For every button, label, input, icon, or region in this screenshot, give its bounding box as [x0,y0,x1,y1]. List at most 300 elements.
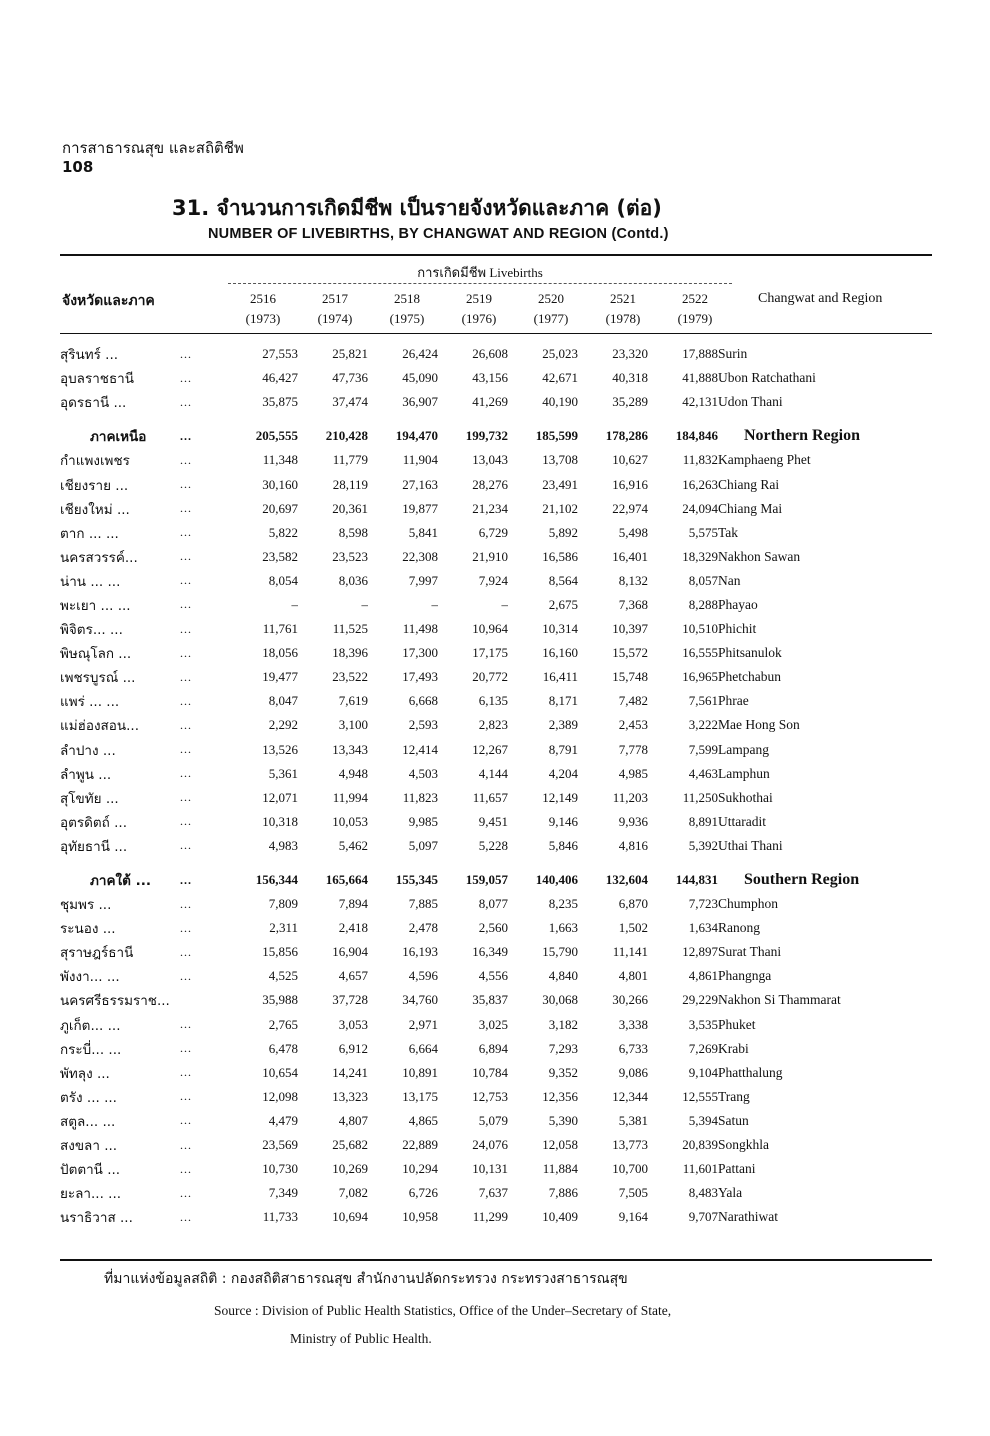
livebirths-value-2519: 12,753 [472,1088,508,1104]
livebirths-value-2520: 7,293 [548,1040,578,1056]
region-total-row [60,424,932,448]
livebirths-value-2522: 11,250 [682,789,718,805]
group-header-divider [228,283,732,284]
livebirths-value-2520: 16,586 [542,548,578,564]
year-buddhist-era: 2517 [322,291,348,306]
livebirths-value-2519: 10,784 [472,1064,508,1080]
livebirths-value-2517: 210,428 [325,428,368,444]
livebirths-value-2522: 16,555 [682,645,718,661]
livebirths-value-2517: 3,053 [338,1016,368,1032]
leader-dots: ... [180,597,192,612]
changwat-thai-name: แพร่ ... ... [60,694,120,711]
table-row [60,497,932,521]
livebirths-value-2522: 29,229 [682,992,718,1008]
livebirths-value-2516: 10,730 [262,1161,298,1177]
livebirths-value-2516: 7,809 [268,896,298,912]
livebirths-value-2517: 165,664 [325,872,368,888]
livebirths-value-2518: 17,300 [402,645,438,661]
changwat-thai-name: แม่ฮ่องสอน... [60,718,139,735]
livebirths-value-2518: 12,414 [402,741,438,757]
livebirths-value-2520: 10,409 [542,1209,578,1225]
livebirths-value-2518: 26,424 [402,346,438,362]
livebirths-value-2518: 11,904 [402,452,438,468]
changwat-english-name: Chiang Mai [718,500,783,516]
livebirths-value-2516: 4,983 [268,837,298,853]
table-row [60,988,932,1012]
livebirths-value-2517: 10,053 [332,813,368,829]
changwat-thai-name: ลำปาง ... [60,742,116,759]
year-buddhist-era: 2516 [250,291,276,306]
livebirths-value-2521: 22,974 [612,500,648,516]
livebirths-value-2519: 7,637 [478,1185,508,1201]
changwat-english-name: Mae Hong Son [718,717,800,733]
leader-dots: ... [180,1209,192,1224]
livebirths-value-2517: 13,343 [332,741,368,757]
livebirths-value-2521: 9,086 [618,1064,648,1080]
leader-dots: ... [180,394,192,409]
changwat-english-name: Uttaradit [718,813,766,829]
livebirths-value-2517: 25,821 [332,346,368,362]
livebirths-value-2522: 3,535 [688,1016,718,1032]
livebirths-value-2518: 10,294 [402,1161,438,1177]
table-row [60,448,932,472]
year-buddhist-era: 2522 [682,291,708,306]
leader-dots: ... [180,1089,192,1104]
livebirths-value-2519: 4,144 [478,765,508,781]
leader-dots: ... [180,501,192,516]
changwat-thai-name: พัทลุง ... [60,1065,110,1082]
table-row [60,1037,932,1061]
livebirths-value-2522: 24,094 [682,500,718,516]
changwat-thai-name: ตาก ... ... [60,525,119,542]
region-total-row [60,868,932,892]
table-row [60,713,932,737]
livebirths-value-2517: 8,036 [338,572,368,588]
changwat-thai-name: เชียงราย ... [60,477,129,494]
changwat-thai-name: อุดรธานี ... [60,395,127,412]
livebirths-value-2519: 10,131 [472,1161,508,1177]
livebirths-value-2521: 35,289 [612,394,648,410]
livebirths-value-2521: 4,985 [618,765,648,781]
livebirths-value-2521: 16,401 [612,548,648,564]
changwat-thai-name: ยะลา... ... [60,1186,122,1203]
source-note-english-line1: Source : Division of Public Health Statistics, Office of the Under–Secretary of State, [214,1303,672,1318]
livebirths-value-2520: 5,892 [548,524,578,540]
changwat-english-name: Satun [718,1112,749,1128]
livebirths-value-2522: 8,288 [688,596,718,612]
changwat-english-name: Nakhon Si Thammarat [718,992,841,1008]
leader-dots: ... [180,477,192,492]
livebirths-value-2517: 2,418 [338,920,368,936]
changwat-thai-name: พิษณุโลก ... [60,646,132,663]
changwat-thai-name: อุตรดิตถ์ ... [60,814,127,831]
livebirths-value-2521: 10,397 [612,621,648,637]
livebirths-value-2518: 155,345 [395,872,438,888]
livebirths-value-2516: 5,361 [268,765,298,781]
table-bottom-rule [60,1259,932,1261]
livebirths-value-2521: 7,778 [618,741,648,757]
leader-dots: ... [180,1185,192,1200]
livebirths-value-2522: 41,888 [682,370,718,386]
livebirths-value-2518: 6,668 [408,693,438,709]
livebirths-value-2518: 9,985 [408,813,438,829]
livebirths-value-2521: 6,870 [618,896,648,912]
year-common-era: (1973) [245,311,281,326]
livebirths-value-2520: 12,149 [542,789,578,805]
changwat-english-name: Phrae [718,693,749,709]
changwat-thai-name: ภูเก็ต... ... [60,1017,121,1034]
livebirths-value-2517: 6,912 [338,1040,368,1056]
changwat-english-name: Southern Region [744,871,860,889]
changwat-thai-name: สตูล... ... [60,1113,116,1130]
livebirths-value-2521: 4,801 [618,968,648,984]
livebirths-value-2520: 12,058 [542,1137,578,1153]
livebirths-value-2516: 11,761 [262,621,298,637]
livebirths-value-2520: 2,389 [548,717,578,733]
changwat-thai-name: สุรินทร์ ... [60,347,119,364]
table-row [60,665,932,689]
changwat-english-name: Phangnga [718,968,772,984]
livebirths-value-2518: 16,193 [402,944,438,960]
changwat-thai-name: สงขลา ... [60,1138,118,1155]
changwat-english-name: Ranong [718,920,760,936]
livebirths-value-2521: 5,381 [618,1112,648,1128]
livebirths-value-2521: 178,286 [605,428,648,444]
changwat-thai-name: ภาคใต้ ... [90,873,151,890]
year-buddhist-era: 2521 [610,291,636,306]
livebirths-value-2516: 2,765 [268,1016,298,1032]
livebirths-value-2522: 5,575 [688,524,718,540]
changwat-english-name: Tak [718,524,739,540]
year-common-era: (1978) [605,311,641,326]
livebirths-value-2522: 8,057 [688,572,718,588]
livebirths-value-2520: 16,160 [542,645,578,661]
livebirths-value-2519: 2,823 [478,717,508,733]
livebirths-value-2516: 2,292 [268,717,298,733]
livebirths-value-2520: 8,564 [548,572,578,588]
leader-dots: ... [180,814,192,829]
leader-dots: ... [180,1161,192,1176]
livebirths-value-2517: 28,119 [332,476,368,492]
year-common-era: (1979) [677,311,713,326]
table-row [60,689,932,713]
changwat-thai-name: ตรัง ... ... [60,1089,117,1106]
livebirths-value-2519: 20,772 [472,669,508,685]
livebirths-value-2521: 10,700 [612,1161,648,1177]
leader-dots: ... [180,1113,192,1128]
livebirths-value-2520: 11,884 [542,1161,578,1177]
livebirths-value-2521: 2,453 [618,717,648,733]
livebirths-value-2516: 156,344 [255,872,298,888]
table-row [60,964,932,988]
livebirths-value-2520: 9,146 [548,813,578,829]
changwat-english-name: Kamphaeng Phet [718,452,811,468]
livebirths-value-2522: 144,831 [675,872,718,888]
livebirths-value-2516: – [291,596,298,612]
livebirths-value-2522: 17,888 [682,346,718,362]
table-row [60,916,932,940]
year-header-2516 [228,289,298,329]
livebirths-value-2519: 6,729 [478,524,508,540]
livebirths-value-2516: 35,875 [262,394,298,410]
livebirths-value-2518: 5,841 [408,524,438,540]
livebirths-value-2517: 37,474 [332,394,368,410]
livebirths-value-2516: 20,697 [262,500,298,516]
livebirths-value-2516: 10,318 [262,813,298,829]
livebirths-value-2516: 4,479 [268,1112,298,1128]
changwat-english-name: Uthai Thani [718,837,783,853]
livebirths-value-2519: 43,156 [472,370,508,386]
livebirths-value-2518: 36,907 [402,394,438,410]
livebirths-value-2517: 37,728 [332,992,368,1008]
livebirths-value-2516: 11,733 [262,1209,298,1225]
leader-dots [180,988,228,1012]
livebirths-value-2519: 4,556 [478,968,508,984]
changwat-thai-name: นครสวรรค์... [60,549,138,566]
changwat-english-name: Lamphun [718,765,770,781]
livebirths-value-2518: 10,891 [402,1064,438,1080]
leader-dots: ... [180,1041,192,1056]
livebirths-value-2520: 140,406 [535,872,578,888]
livebirths-value-2518: 2,478 [408,920,438,936]
livebirths-value-2519: 24,076 [472,1137,508,1153]
leader-dots: ... [180,717,192,732]
table-row [60,366,932,390]
leader-dots: ... [180,549,192,564]
changwat-thai-name: ลำพูน ... [60,766,112,783]
leader-dots: ... [180,944,192,959]
table-row [60,390,932,414]
livebirths-value-2519: 17,175 [472,645,508,661]
changwat-english-name: Pattani [718,1161,756,1177]
livebirths-value-2519: 16,349 [472,944,508,960]
livebirths-value-2519: 13,043 [472,452,508,468]
livebirths-value-2518: 11,823 [402,789,438,805]
table-row [60,762,932,786]
changwat-thai-name: ปัตตานี ... [60,1162,121,1179]
livebirths-value-2521: 7,505 [618,1185,648,1201]
livebirths-value-2516: 2,311 [269,920,298,936]
livebirths-value-2521: 7,482 [618,693,648,709]
livebirths-value-2519: 6,894 [478,1040,508,1056]
livebirths-value-2522: 3,222 [688,717,718,733]
changwat-thai-name: สุโขทัย ... [60,790,119,807]
livebirths-value-2521: 3,338 [618,1016,648,1032]
livebirths-value-2517: 8,598 [338,524,368,540]
table-top-rule [60,254,932,256]
livebirths-value-2518: 10,958 [402,1209,438,1225]
livebirths-value-2518: 11,498 [402,621,438,637]
row-spacer [60,414,932,424]
livebirths-value-2521: 16,916 [612,476,648,492]
livebirths-value-2520: 9,352 [548,1064,578,1080]
livebirths-value-2516: 30,160 [262,476,298,492]
livebirths-value-2516: 35,988 [262,992,298,1008]
livebirths-value-2520: 3,182 [548,1016,578,1032]
changwat-english-name: Phuket [718,1016,756,1032]
changwat-thai-name: เพชรบูรณ์ ... [60,670,136,687]
changwat-english-name: Yala [718,1185,743,1201]
year-common-era: (1974) [317,311,353,326]
livebirths-value-2522: 18,329 [682,548,718,564]
table-title-thai: 31. จำนวนการเกิดมีชีพ เป็นรายจังหวัดและภาค (ต่อ) [172,196,662,220]
changwat-english-name: Surat Thani [718,944,782,960]
livebirths-value-2520: 7,886 [548,1185,578,1201]
leader-dots: ... [180,346,192,361]
changwat-english-name: Phayao [718,596,758,612]
livebirths-value-2518: 194,470 [395,428,438,444]
livebirths-value-2522: 8,891 [688,813,718,829]
livebirths-value-2519: 21,910 [472,548,508,564]
livebirths-value-2522: 42,131 [682,394,718,410]
livebirths-value-2516: 12,071 [262,789,298,805]
livebirths-value-2520: 8,791 [548,741,578,757]
livebirths-value-2521: 23,320 [612,346,648,362]
livebirths-value-2520: 8,235 [548,896,578,912]
changwat-thai-name: อุบลราชธานี [60,371,134,388]
livebirths-value-2522: 12,897 [682,944,718,960]
livebirths-value-2516: 11,348 [262,452,298,468]
table-title-english: NUMBER OF LIVEBIRTHS, BY CHANGWAT AND REGION (Contd.) [208,226,669,242]
page-number: 108 [62,158,94,176]
livebirths-value-2516: 5,822 [268,524,298,540]
livebirths-value-2517: 13,323 [332,1088,368,1104]
livebirths-value-2517: 7,894 [338,896,368,912]
livebirths-value-2520: 25,023 [542,346,578,362]
livebirths-value-2518: 22,308 [402,548,438,564]
livebirths-value-2522: 5,394 [688,1112,718,1128]
livebirths-value-2517: 4,657 [338,968,368,984]
leader-dots: ... [180,669,192,684]
changwat-english-name: Phitsanulok [718,645,782,661]
livebirths-value-2520: 12,356 [542,1088,578,1104]
livebirths-value-2517: 16,904 [332,944,368,960]
livebirths-value-2522: 10,510 [682,621,718,637]
livebirths-value-2522: 20,839 [682,1137,718,1153]
livebirths-value-2521: 9,936 [618,813,648,829]
table-row [60,738,932,762]
table-row [60,1109,932,1133]
livebirths-value-2518: 17,493 [402,669,438,685]
leader-dots: ... [180,742,192,757]
livebirths-value-2521: 9,164 [618,1209,648,1225]
leader-dots: ... [180,645,192,660]
livebirths-value-2521: 6,733 [618,1040,648,1056]
livebirths-value-2517: 18,396 [332,645,368,661]
livebirths-value-2516: 10,654 [262,1064,298,1080]
livebirths-value-2518: 7,885 [408,896,438,912]
livebirths-value-2516: 23,582 [262,548,298,564]
changwat-thai-name: เชียงใหม่ ... [60,501,130,518]
row-spacer [60,858,932,868]
leader-dots: ... [180,1137,192,1152]
livebirths-value-2516: 46,427 [262,370,298,386]
livebirths-value-2522: 7,561 [688,693,718,709]
livebirths-value-2516: 7,349 [268,1185,298,1201]
year-header-2519 [444,289,514,329]
livebirths-value-2522: 1,634 [688,920,718,936]
livebirths-value-2519: 8,077 [478,896,508,912]
year-header-2521 [588,289,658,329]
changwat-english-name: Chiang Rai [718,476,780,492]
livebirths-value-2516: 12,098 [262,1088,298,1104]
changwat-thai-name: ระนอง ... [60,921,116,938]
livebirths-value-2520: 42,671 [542,370,578,386]
livebirths-value-2521: 13,773 [612,1137,648,1153]
leader-dots: ... [180,621,192,636]
livebirths-value-2522: 12,555 [682,1088,718,1104]
livebirths-value-2518: 2,971 [408,1016,438,1032]
livebirths-value-2517: 23,522 [332,669,368,685]
table-row [60,1157,932,1181]
table-row [60,1181,932,1205]
livebirths-value-2517: 7,082 [338,1185,368,1201]
livebirths-value-2520: 2,675 [548,596,578,612]
changwat-thai-name: น่าน ... ... [60,573,121,590]
changwat-thai-name: ภาคเหนือ [90,429,147,446]
changwat-thai-name: นราธิวาส ... [60,1210,133,1227]
livebirths-value-2517: 10,694 [332,1209,368,1225]
changwat-english-name: Trang [718,1088,750,1104]
livebirths-value-2521: 7,368 [618,596,648,612]
changwat-thai-name: สุราษฎร์ธานี [60,945,134,962]
table-header-rule [60,333,932,334]
livebirths-group-header: การเกิดมีชีพ Livebirths [417,265,543,280]
table-row [60,569,932,593]
changwat-thai-name: ชุมพร ... [60,897,112,914]
livebirths-value-2519: 26,608 [472,346,508,362]
leader-dots: ... [180,452,192,467]
livebirths-value-2517: 4,948 [338,765,368,781]
livebirths-value-2522: 184,846 [675,428,718,444]
changwat-english-header: Changwat and Region [758,291,883,306]
changwat-english-name: Surin [718,346,748,362]
changwat-english-name: Sukhothai [718,789,773,805]
livebirths-value-2516: 6,478 [268,1040,298,1056]
year-header-2517 [300,289,370,329]
table-row [60,1061,932,1085]
livebirths-value-2516: 13,526 [262,741,298,757]
year-common-era: (1975) [389,311,425,326]
table-row [60,892,932,916]
livebirths-value-2516: 23,569 [262,1137,298,1153]
changwat-english-name: Ubon Ratchathani [718,370,816,386]
livebirths-value-2517: 14,241 [332,1064,368,1080]
livebirths-value-2519: 199,732 [465,428,508,444]
livebirths-value-2518: 6,726 [408,1185,438,1201]
livebirths-value-2520: 5,846 [548,837,578,853]
livebirths-value-2520: 8,171 [548,693,578,709]
livebirths-value-2522: 7,599 [688,741,718,757]
table-row [60,1085,932,1109]
table-row [60,521,932,545]
year-buddhist-era: 2520 [538,291,564,306]
livebirths-value-2518: 22,889 [402,1137,438,1153]
livebirths-value-2520: 4,204 [548,765,578,781]
livebirths-value-2522: 5,392 [688,837,718,853]
leader-dots: ... [180,896,192,911]
leader-dots: ... [180,838,192,853]
changwat-english-name: Nan [718,572,741,588]
table-row [60,593,932,617]
livebirths-value-2519: 2,560 [478,920,508,936]
leader-dots: ... [180,766,192,781]
year-buddhist-era: 2518 [394,291,420,306]
livebirths-value-2517: 20,361 [332,500,368,516]
leader-dots: ... [180,920,192,935]
table-row [60,1205,932,1229]
year-common-era: (1976) [461,311,497,326]
